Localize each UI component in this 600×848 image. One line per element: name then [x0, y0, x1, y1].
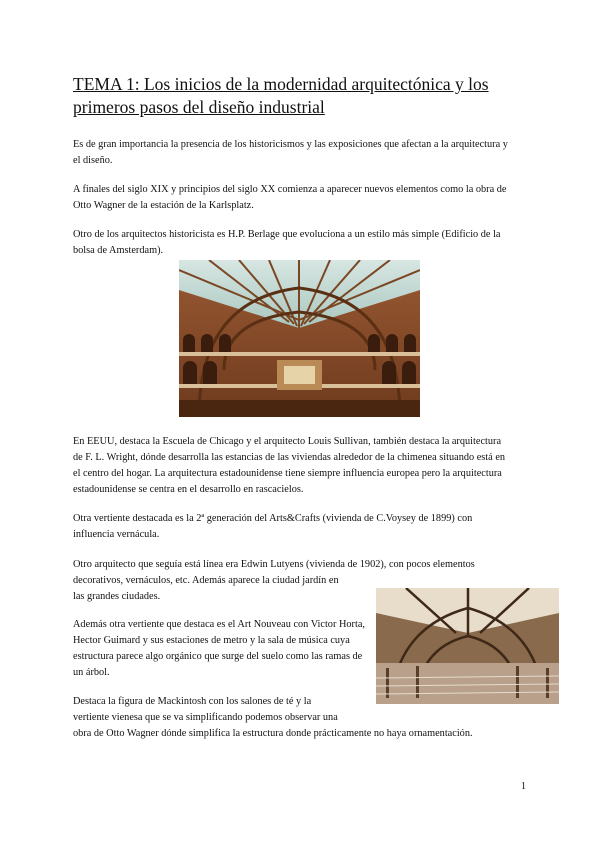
paragraph-berlage: Otro de los arquitectos historicista es H.P. Berlage que evoluciona a un estilo más simple (Edificio de la bolsa de Amsterdam). — [73, 229, 501, 256]
paragraph-mackintosh-line3: obra de Otto Wagner dónde simplifica la estructura donde prácticamente no haya ornamentación. — [73, 728, 473, 739]
paragraph-lutyens-line1: Otro arquitecto que seguía está línea era Edwin Lutyens (vivienda de 1902), con pocos elementos — [73, 559, 475, 570]
paragraph-eeuu: En EEUU, destaca la Escuela de Chicago y el arquitecto Louis Sullivan, también destaca la arquitectura de F. L. Wright, dónde desarrolla las estancias de las viviendas alrededor de la chimenea situando está en el centro del hogar. La arquitectura estadounidense tiene siempre influencia europea pero la arquitectura estadounidense se centra en el desarrollo en rascacielos. — [73, 436, 506, 495]
paragraph-mackintosh-line1: Destaca la figura de Mackintosh con los salones de té y la — [73, 696, 312, 707]
paragraph-lutyens-line2: decorativos, vernáculos, etc. Además aparece la ciudad jardín en — [73, 575, 339, 586]
document-title: TEMA 1: Los inicios de la modernidad arquitectónica y los primeros pasos del diseño industrial — [73, 74, 489, 117]
paragraph-art-nouveau: Además otra vertiente que destaca es el Art Nouveau con Victor Horta, Hector Guimard y sus estaciones de metro y la sala de música cuya estructura parece algo orgánico que surge del suelo como las ramas de un árbol. — [73, 619, 365, 678]
page-number: 1 — [521, 781, 526, 792]
paragraph-mackintosh-line2: vertiente vienesa que se va simplificando podemos observar una — [73, 712, 338, 723]
bolsa-amsterdam-photo — [179, 260, 420, 417]
paragraph-arts-crafts: Otra vertiente destacada es la 2ª generación del Arts&Crafts (vivienda de C.Voysey de 1899) con influencia vernácula. — [73, 513, 473, 540]
paragraph-otto-wagner: A finales del siglo XIX y principios del siglo XX comienza a aparecer nuevos elementos como la obra de Otto Wagner de la estación de la Karlsplatz. — [73, 184, 507, 211]
paragraph-historicismos: Es de gran importancia la presencia de los historicismos y las exposiciones que afectan a la arquitectura y el diseño. — [73, 139, 508, 166]
horta-hall-photo — [376, 588, 559, 704]
paragraph-lutyens-line3: las grandes ciudades. — [73, 591, 161, 602]
